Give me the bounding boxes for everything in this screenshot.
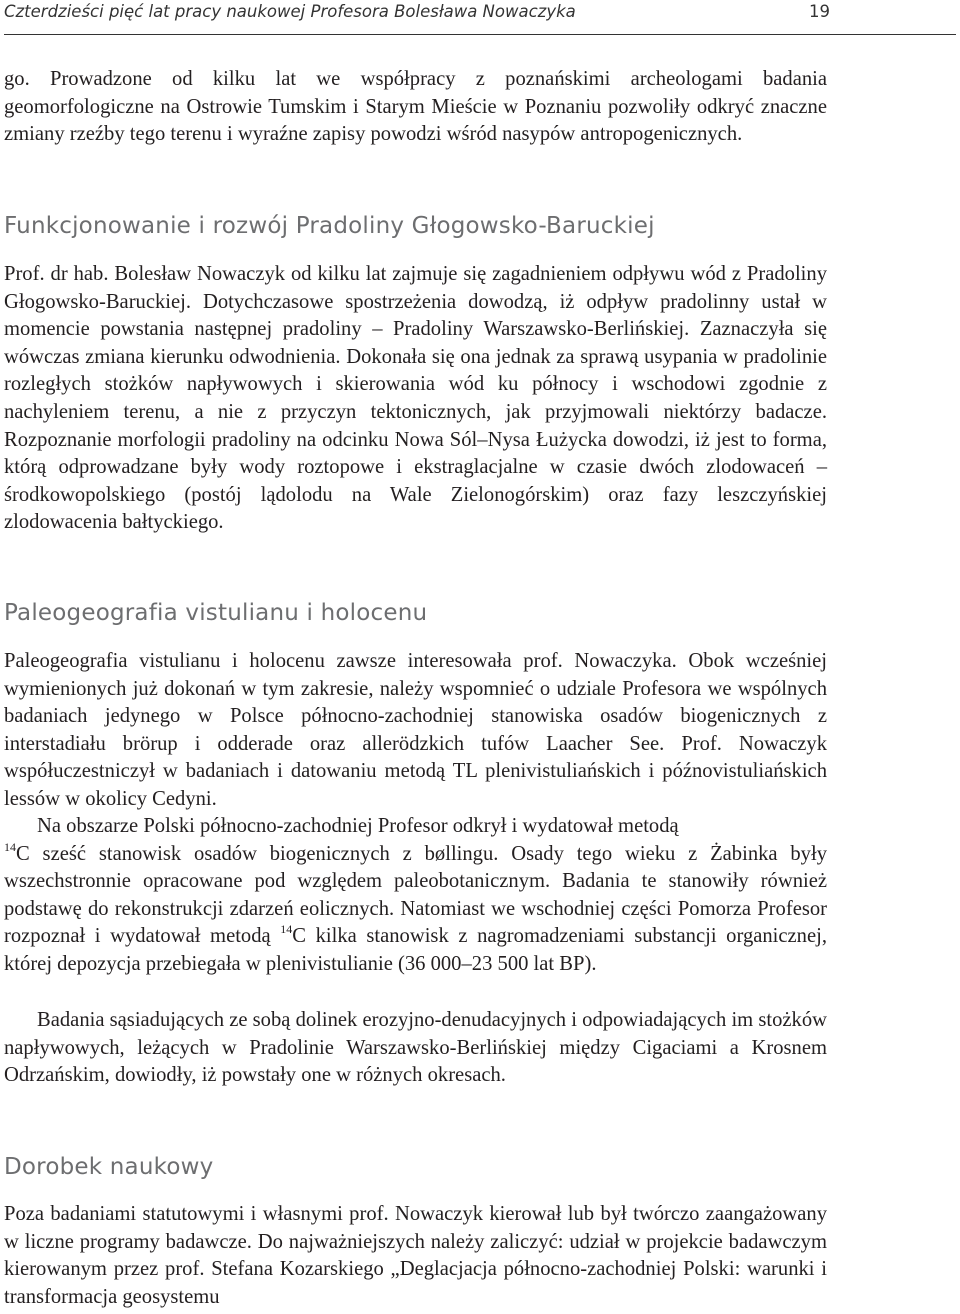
paragraph-pradolina: Prof. dr hab. Bolesław Nowaczyk od kilku lat zajmuje się zagadnieniem odpływu wód z Pradoliny Głogowsko-Baruckiej. Dotychczasowe spostrzeżenia dowodzą, iż odpływ pradolinny ustał w momencie powstania następnej pradoliny – Pradoliny Warszawsko-Berlińskiej. Zaznaczyła się wówczas zmiana kierunku odwodnienia. Dokonała się ona jednak za sprawą usypania w pradolinie rozległych stożków napływowych i skierowania wód ku północy i wschodowi zgodnie z nachyleniem terenu, a nie z przyczyn tektonicznych, jak przyjmowali niektórzy badacze. Rozpoznanie morfologii pradoliny na odcinku Nowa Sól–Nysa Łużycka dowodzi, iż jest to forma, którą odprowadzane były wody roztopowe i ekstraglacjalne w czasie dwóch zlodowaceń – środkowopolskiego (postój lądolodu na Wale Zielonogórskim) oraz fazy leszczyńskiej zlodowacenia bałtyckiego. xyxy=(4,263,827,534)
page-number: 19 xyxy=(809,2,830,21)
section-heading-paleogeografia: Paleogeografia vistulianu i holocenu xyxy=(4,600,428,626)
paragraph-text-segment: Na obszarze Polski północno-zachodniej Profesor odkrył i wydatował metodą xyxy=(37,815,679,837)
section-heading-pradolina: Funkcjonowanie i rozwój Pradoliny Głogowsko-Baruckiej xyxy=(4,213,655,239)
paragraph-text-segment: C sześć stanowisk osadów biogenicznych z bøllingu. Osady tego wieku z Żabinka były wszechstronnie opracowane pod względem paleobotanicznym. Badania te stanowiły również podstawę do rekonstrukcji zdarzeń eolicznych. Natomiast we wschodniej części Pomorza Profesor rozpoznał i wydatował metodą xyxy=(4,842,827,948)
superscript-14: 14 xyxy=(280,922,293,937)
paragraph-paleogeografia-1: Paleogeografia vistulianu i holocenu zawsze interesowała prof. Nowaczyka. Obok wcześniej wymienionych już dokonań w tym zakresie, należy wspomnieć o udziale Profesora we wspólnych badaniach jedynego w Polsce północno-zachodniej stanowiska osadów biogenicznych z interstadiału brörup i odderade oraz allerödzkich tufów Laacher See. Prof. Nowaczyk współuczestniczył w badaniach i datowaniu metodą TL plenivistuliańskich i późnovistuliańskich lessów w okolicy Cedyni. xyxy=(4,650,827,810)
paragraph-paleogeografia-2 xyxy=(4,813,827,979)
running-title: Czterdzieści pięć lat pracy naukowej Profesora Bolesława Nowaczyka xyxy=(4,2,576,21)
paragraph-paleogeografia-3: Badania sąsiadujących ze sobą dolinek erozyjno-denudacyjnych i odpowiadających im stożków napływowych, leżących w Pradolinie Warszawsko-Berlińskiej między Cigaciami a Krosnem Odrzańskim, dowiodły, iż powstały one w różnych okresach. xyxy=(4,1009,827,1087)
header-rule xyxy=(4,34,956,35)
paragraph-text-segment: C kilka stanowisk z nagromadzeniami substancji organicznej, której depozycja przebiegała w plenivistulianie (36 000–23 500 lat BP). xyxy=(4,925,827,975)
paragraph-dorobek: Poza badaniami statutowymi i własnymi prof. Nowaczyk kierował lub był twórczo zaangażowany w liczne programy badawcze. Do najważniejszych należy zaliczyć: udział w projekcie badawczym kierowanym przez prof. Stefana Kozarskiego „Deglacjacja północno-zachodniej Polski: warunki i transformacja geosystemu xyxy=(4,1203,827,1308)
superscript-14: 14 xyxy=(4,839,16,854)
section-heading-dorobek: Dorobek naukowy xyxy=(4,1154,214,1180)
running-header xyxy=(4,0,830,26)
intro-paragraph: go. Prowadzone od kilku lat we współpracy z poznańskimi archeologami badania geomorfologiczne na Ostrowie Tumskim i Starym Mieście w Poznaniu pozwoliły odkryć znaczne zmiany rzeźby tego terenu i wyraźne zapisy powodzi wśród nasypów antropogenicznych. xyxy=(4,68,827,146)
